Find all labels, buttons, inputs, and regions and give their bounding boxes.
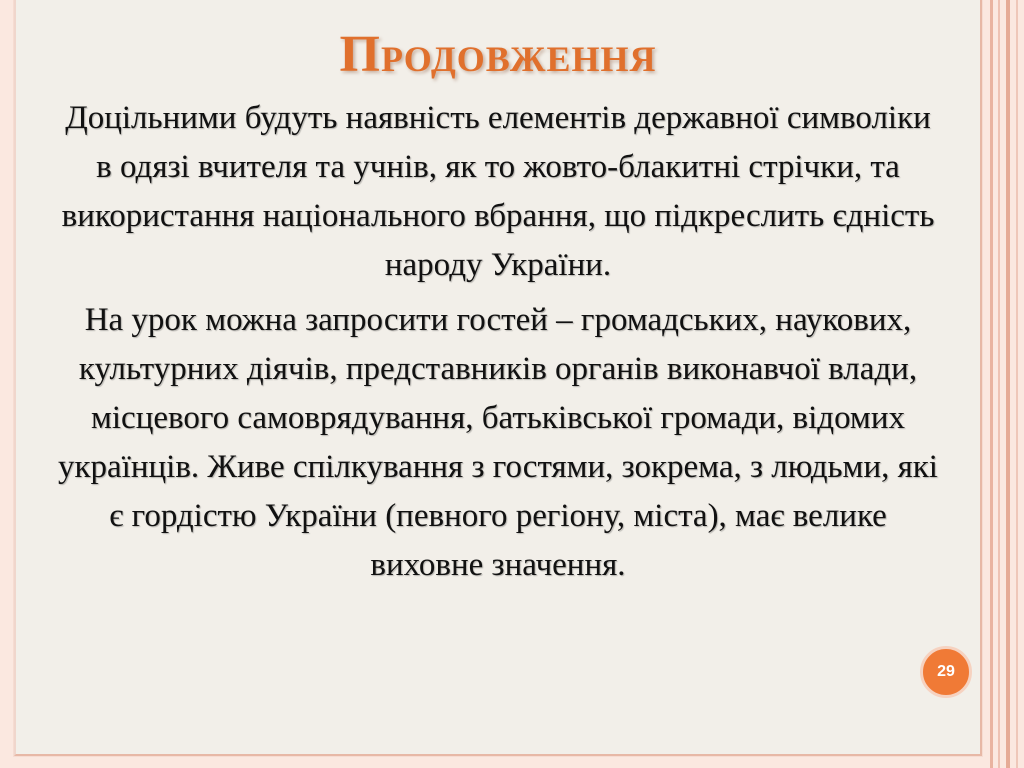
slide-body [56,94,940,590]
paragraph-2: На урок можна запросити гостей – громадських, наукових, культурних діячів, представників органів виконавчої влади, місцевого самоврядування, батьківської громади, відомих українців. Живе спілкування з гостями, зокрема, з людьми, які є гордістю України (певного регіону, міста), має велике виховне значення. [58,302,938,583]
decorative-stripe [1006,0,1010,768]
paragraph-1: Доцільними будуть наявність елементів державної символіки в одязі вчителя та учнів, як то жовто-блакитні стрічки, та використання національного вбрання, що підкреслить єдність народу України. [61,100,935,283]
decorative-stripe [998,0,1000,768]
page-number-badge: 29 [920,646,972,698]
decorative-stripe [990,0,993,768]
decorative-stripe [1016,0,1018,768]
slide-title: Продовження [339,26,657,83]
slide-frame [14,0,982,756]
